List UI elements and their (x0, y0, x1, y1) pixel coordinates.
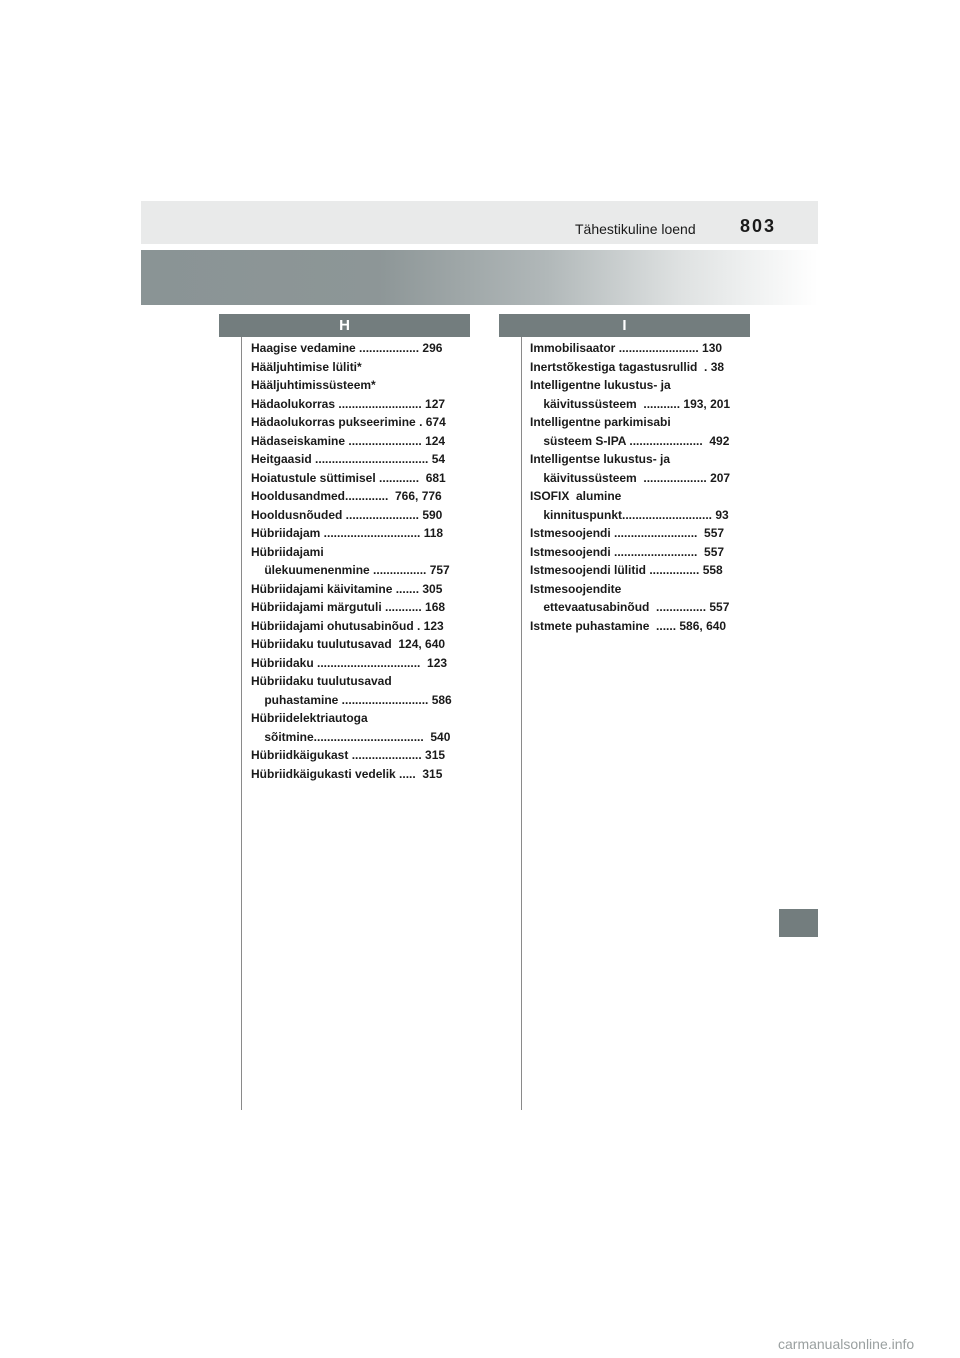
index-entry: Istmesoojendi lülitid ............... 558 (530, 563, 723, 577)
index-entry: Hübriidajami käivitamine ....... 305 (251, 581, 443, 596)
section-heading-h: H (219, 314, 470, 337)
page-header-bar (141, 201, 818, 244)
page-number: 803 (740, 216, 777, 236)
index-entry: Istmesoojendite (530, 581, 622, 596)
index-entry: puhastamine .......................... 586 (251, 692, 452, 707)
index-entry: Haagise vedamine .................. 296 (251, 341, 443, 355)
index-entry: Hübriidajami märgutuli ........... 168 (251, 600, 446, 614)
index-entry: süsteem S-IPA ...................... 492 (530, 433, 730, 448)
index-entry: Istmete puhastamine ...... 586, 640 (530, 618, 727, 633)
watermark-text: carmanualsonline.info (778, 1336, 915, 1352)
index-entry: Hübriidajami ohutusabinõud . 123 (251, 618, 444, 633)
index-entry: sõitmine................................. 540 (251, 729, 451, 744)
chapter-side-tab (779, 909, 818, 937)
section-heading-i: I (499, 314, 750, 337)
index-entry: Hübriidajam ............................. 118 (251, 526, 444, 540)
index-entry: Hübriidaku ............................... 123 (251, 655, 448, 670)
index-entry: Hooldusnõuded ...................... 590 (251, 507, 443, 522)
column-rule-h (241, 337, 242, 1110)
page-header-title: Tähestikuline loend (575, 221, 696, 237)
index-entry: käivitussüsteem ................... 207 (530, 470, 731, 485)
index-entry: Intelligentne parkimisabi (530, 415, 671, 429)
index-entry: Hädaolukorras ......................... 127 (251, 396, 446, 411)
index-entry: Hooldusandmed............. 766, 776 (251, 489, 442, 503)
index-entry: Hübriidaku tuulutusavad 124, 640 (251, 637, 446, 651)
index-entry: Hädaolukorras pukseerimine . 674 (251, 415, 446, 429)
index-column-i (530, 339, 750, 635)
decorative-gradient-band (141, 250, 818, 305)
column-rule-i (521, 337, 522, 1110)
index-entry: Hädaseiskamine ...................... 124 (251, 433, 446, 448)
index-entry: ülekuumenenmine ................ 757 (251, 563, 450, 577)
index-entry: Hääljuhtimissüsteem* (251, 378, 376, 392)
index-entry: käivitussüsteem ........... 193, 201 (530, 396, 731, 411)
index-entry: Intelligentne lukustus- ja (530, 378, 671, 392)
index-entry: Heitgaasid .................................. 54 (251, 452, 446, 466)
index-entry: Intelligentse lukustus- ja (530, 452, 671, 466)
index-column-h (251, 339, 471, 783)
index-entry: Hääljuhtimise lüliti* (251, 359, 362, 374)
index-entry: kinnituspunkt........................... 93 (530, 507, 729, 522)
index-entry: Immobilisaator ........................ 130 (530, 341, 723, 355)
index-entry: ISOFIX alumine (530, 489, 622, 503)
index-entry: Istmesoojendi ......................... 557 (530, 526, 725, 540)
index-entry: Hübriidkäigukast ..................... 315 (251, 748, 446, 762)
index-entry: ettevaatusabinõud ............... 557 (530, 600, 730, 614)
index-entry: Istmesoojendi ......................... 557 (530, 544, 725, 559)
index-entry: Hübriidkäigukasti vedelik ..... 315 (251, 766, 443, 781)
index-entry: Hübriidajami (251, 544, 324, 559)
index-entry: Hübriidelektriautoga (251, 711, 368, 725)
index-entry: Hübriidaku tuulutusavad (251, 674, 392, 688)
index-entry: Hoiatustule süttimisel ............ 681 (251, 470, 446, 485)
index-entry: Inertstõkestiga tagastusrullid . 38 (530, 359, 725, 374)
